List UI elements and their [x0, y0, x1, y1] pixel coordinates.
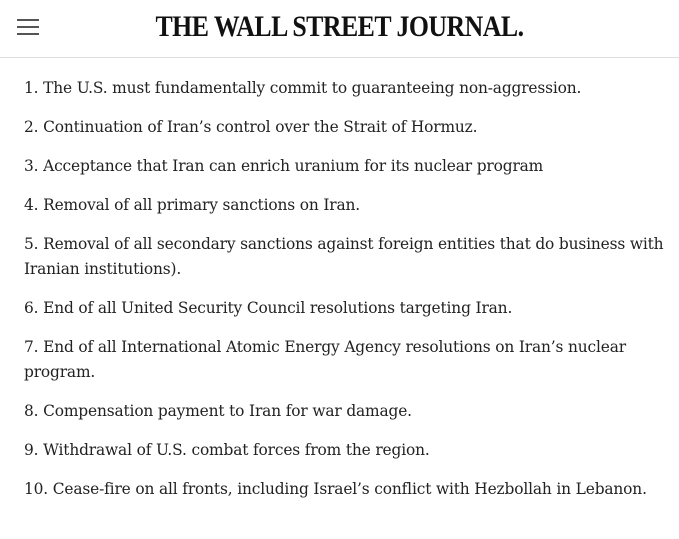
article-demands-list [24, 76, 664, 516]
list-item: 4. Removal of all primary sanctions on Iran. [24, 196, 360, 214]
list-item: 8. Compensation payment to Iran for war damage. [24, 402, 412, 420]
list-item: 1. The U.S. must fundamentally commit to guaranteeing non-aggression. [24, 79, 582, 97]
masthead-logo[interactable]: THE WALL STREET JOURNAL. [155, 10, 524, 43]
list-item: 6. End of all United Security Council resolutions targeting Iran. [24, 299, 513, 317]
list-item: 5. Removal of all secondary sanctions against foreign entities that do business with Iranian institutions). [24, 235, 664, 278]
list-item: 10. Cease-fire on all fronts, including Israel’s conflict with Hezbollah in Lebanon. [24, 480, 647, 498]
list-item: 7. End of all International Atomic Energy Agency resolutions on Iran’s nuclear program. [24, 338, 626, 381]
hamburger-menu-icon[interactable] [17, 18, 39, 36]
list-item: 9. Withdrawal of U.S. combat forces from the region. [24, 441, 430, 459]
site-header [0, 0, 679, 58]
list-item: 2. Continuation of Iran’s control over the Strait of Hormuz. [24, 118, 478, 136]
list-item: 3. Acceptance that Iran can enrich uranium for its nuclear program [24, 157, 544, 175]
